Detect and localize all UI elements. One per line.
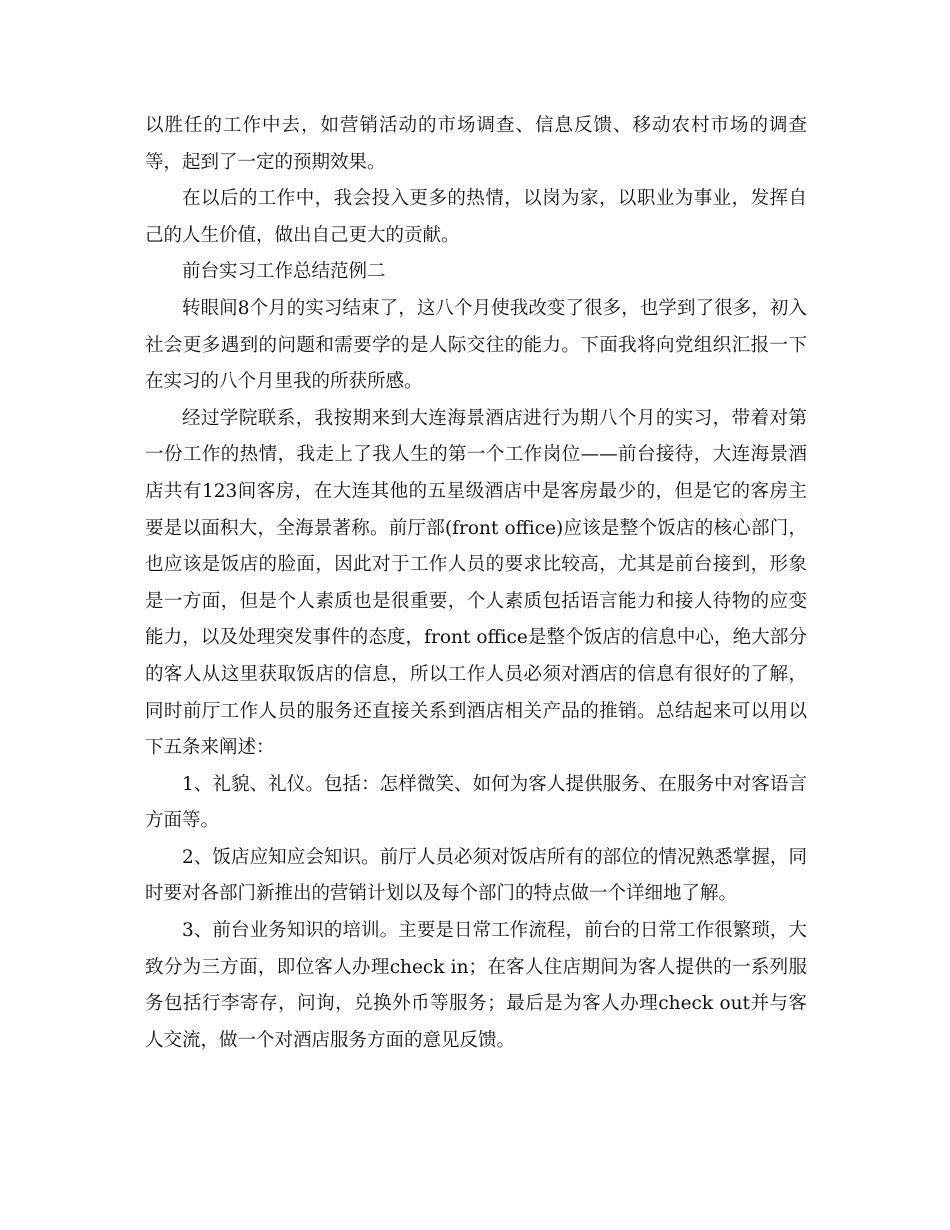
document-body	[145, 108, 807, 1059]
paragraph-future-work: 在以后的工作中，我会投入更多的热情，以岗为家，以职业为事业，发挥自己的人生价值，做出自己更大的贡献。	[145, 188, 807, 246]
paragraph-continuation: 以胜任的工作中去，如营销活动的市场调查、信息反馈、移动农村市场的调查等，起到了一定的预期效果。	[145, 115, 807, 173]
list-item-front-desk-training: 3、前台业务知识的培训。主要是日常工作流程，前台的日常工作很繁琐，大致分为三方面，即位客人办理check in；在客人住店期间为客人提供的一系列服务包括行李寄存，问询，兑换外币等服务；最后是为客人办理check out并与客人交流，做一个对酒店服务方面的意见反馈。	[145, 920, 807, 1051]
paragraph-intro: 转眼间8个月的实习结束了，这八个月使我改变了很多，也学到了很多，初入社会更多遇到的问题和需要学的是人际交往的能力。下面我将向党组织汇报一下在实习的八个月里我的所获所感。	[145, 297, 807, 393]
paragraph-hotel-experience: 经过学院联系，我按期来到大连海景酒店进行为期八个月的实习，带着对第一份工作的热情，我走上了我人生的第一个工作岗位——前台接待，大连海景酒店共有123间客房，在大连其他的五星级酒店中是客房最少的，但是它的客房主要是以面积大，全海景著称。前厅部(front office)应该是整个饭店的核心部门，也应该是饭店的脸面，因此对于工作人员的要求比较高，尤其是前台接到，形象是一方面，但是个人素质也是很重要，个人素质包括语言能力和接人待物的应变能力，以及处理突发事件的态度，front office是整个饭店的信息中心，绝大部分的客人从这里获取饭店的信息，所以工作人员必须对酒店的信息有很好的了解，同时前厅工作人员的服务还直接关系到酒店相关产品的推销。总结起来可以用以下五条来阐述：	[145, 407, 807, 759]
list-item-hotel-knowledge: 2、饭店应知应会知识。前厅人员必须对饭店所有的部位的情况熟悉掌握，同时要对各部门新推出的营销计划以及每个部门的特点做一个详细地了解。	[145, 846, 807, 905]
section-heading: 前台实习工作总结范例二	[182, 261, 386, 283]
list-item-etiquette: 1、礼貌、礼仪。包括：怎样微笑、如何为客人提供服务、在服务中对客语言方面等。	[145, 773, 807, 832]
